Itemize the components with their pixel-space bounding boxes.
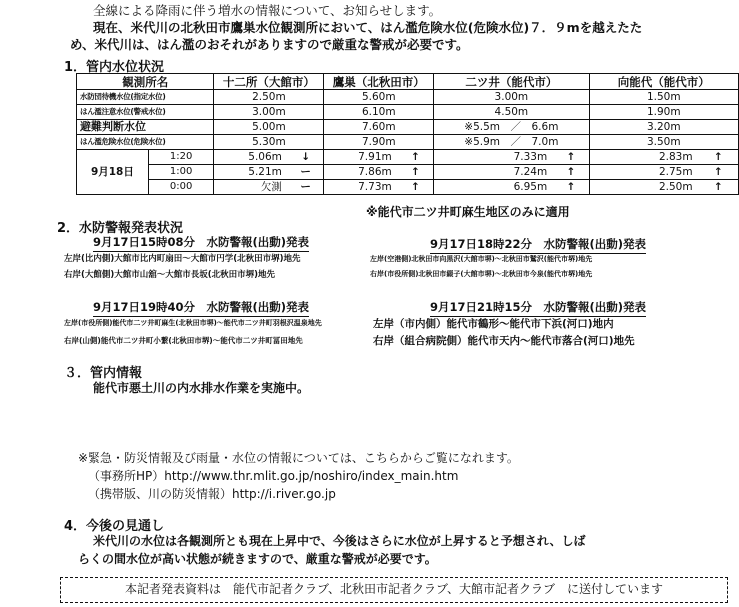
warning-line: 右岸(山側)能代市二ツ井町小繋(北秋田市堺)～能代市二ツ井町冨田地先: [64, 336, 303, 345]
level-value: 5.30m: [214, 135, 324, 150]
level-value: 5.00m: [214, 120, 324, 135]
warning-line: 左岸(空港側)北秋田市向黒沢(大館市堺)～北秋田市鷲沢(能代市堺)地先: [370, 255, 593, 263]
press-release-notice: [60, 577, 728, 603]
trend-arrow-icon: ↑: [699, 150, 739, 165]
table-header-row: [77, 74, 739, 90]
trend-arrow-icon: ↑: [398, 180, 434, 195]
warning-line: 左岸（市内側）能代市鶴形～能代市下浜(河口)地内: [373, 318, 614, 330]
warning-title: 9月17日19時40分 水防警報(出動)発表: [93, 299, 309, 317]
intro-line-3: め、米代川は、はん濫のおそれがありますので厳重な警戒が必要です。: [70, 37, 469, 52]
level-label: はん濫注意水位(警戒水位): [77, 105, 214, 120]
level-value: 5.60m: [324, 90, 434, 105]
warning-line: 左岸(市役所側)能代市二ツ井町麻生(北秋田市堺)～能代市二ツ井町羽根沢温泉地先: [64, 319, 322, 327]
reading-value: 欠測: [214, 180, 288, 195]
section-2-title: 2．水防警報発表状況: [57, 221, 184, 236]
level-label: はん濫危険水位(危険水位): [77, 135, 214, 150]
header-mukainoshiro: 向能代（能代市）: [589, 74, 738, 90]
mobile-link[interactable]: （携帯版、川の防災情報）http://i.river.go.jp: [88, 487, 336, 501]
header-futatsui: 二ツ井（能代市）: [434, 74, 589, 90]
warning-line: 右岸(大館側)大館市山舘～大館市長坂(北秋田市堺)地先: [64, 270, 276, 280]
level-label: 水防団待機水位(指定水位): [77, 90, 214, 105]
table-row: [77, 165, 739, 180]
trend-arrow-icon: ↑: [553, 150, 589, 165]
reading-value: 5.21m: [214, 165, 288, 180]
links-intro: ※緊急・防災情報及び雨量・水位の情報については、こちらからご覧になれます。: [78, 451, 519, 465]
trend-arrow-icon: ↑: [699, 180, 739, 195]
warning-title: 9月17日21時15分 水防警報(出動)発表: [430, 299, 646, 317]
table-row: [77, 180, 739, 195]
notice-text: 本記者発表資料は 能代市記者クラブ、北秋田市記者クラブ、大館市記者クラブ に送付しています: [124, 582, 664, 596]
level-value: 6.10m: [324, 105, 434, 120]
reading-time: 0:00: [148, 180, 214, 195]
trend-arrow-icon: ↓: [288, 150, 324, 165]
section-4-line-2: らくの間水位が高い状態が続きますので、厳重な警戒が必要です。: [78, 552, 437, 566]
level-value: 3.20m: [589, 120, 738, 135]
section-4-line-1: 米代川の水位は各観測所とも現在上昇中で、今後はさらに水位が上昇すると予想され、しば: [93, 534, 586, 548]
level-value: 7.90m: [324, 135, 434, 150]
table-note: ※能代市二ツ井町麻生地区のみに適用: [366, 205, 570, 219]
header-juunisho: 十二所（大館市）: [214, 74, 324, 90]
level-value: 7.60m: [324, 120, 434, 135]
trend-arrow-icon: ↑: [553, 180, 589, 195]
warning-title: 9月17日18時22分 水防警報(出動)発表: [430, 236, 646, 254]
section-1-title: 1．管内水位状況: [64, 60, 165, 75]
reading-value: 7.73m: [324, 180, 398, 195]
warning-line: 左岸(比内側)大館市比内町扇田～大館市円学(北秋田市堺)地先: [64, 254, 301, 264]
table-row: [77, 105, 739, 120]
header-takanosu: 鷹巣（北秋田市）: [324, 74, 434, 90]
reading-value: 7.33m: [434, 150, 554, 165]
water-level-table: [76, 73, 739, 195]
level-value: ※5.9m ／ 7.0m: [434, 135, 589, 150]
header-station: 観測所名: [77, 74, 214, 90]
section-3-title: ３．管内情報: [64, 366, 143, 381]
intro-line-2: 現在、米代川の北秋田市鷹巣水位観測所において、はん濫危険水位(危険水位)７．９mを越えたた: [93, 20, 643, 35]
level-value: 2.50m: [214, 90, 324, 105]
reading-value: 2.50m: [589, 180, 699, 195]
reading-value: 7.86m: [324, 165, 398, 180]
reading-value: 2.83m: [589, 150, 699, 165]
warning-title: 9月17日15時08分 水防警報(出動)発表: [93, 234, 309, 252]
trend-arrow-icon: ↑: [398, 165, 434, 180]
warning-line: 右岸(市役所側)北秋田市綴子(大館市堺)～北秋田市今泉(能代市堺)地先: [370, 270, 593, 278]
trend-arrow-icon: ↑: [553, 165, 589, 180]
reading-time: 1:20: [148, 150, 214, 165]
trend-arrow-icon: ↑: [398, 150, 434, 165]
level-value: 3.50m: [589, 135, 738, 150]
table-row: [77, 90, 739, 105]
trend-arrow-icon: ↑: [699, 165, 739, 180]
reading-date: 9月18日: [77, 150, 149, 195]
section-4-title: 4．今後の見通し: [64, 519, 165, 534]
reading-value: 7.91m: [324, 150, 398, 165]
table-row: [77, 150, 739, 165]
level-value: 3.00m: [214, 105, 324, 120]
reading-time: 1:00: [148, 165, 214, 180]
reading-value: 6.95m: [434, 180, 554, 195]
intro-line-1: 全線による降雨に伴う増水の情報について、お知らせします。: [93, 3, 442, 18]
level-value: 4.50m: [434, 105, 589, 120]
homepage-link[interactable]: （事務所HP）http://www.thr.mlit.go.jp/noshiro/index_main.htm: [88, 469, 459, 483]
table-row: [77, 120, 739, 135]
level-value: 1.90m: [589, 105, 738, 120]
level-value: 1.50m: [589, 90, 738, 105]
reading-value: 7.24m: [434, 165, 554, 180]
reading-value: 5.06m: [214, 150, 288, 165]
trend-arrow-icon: ー: [288, 180, 324, 195]
reading-value: 2.75m: [589, 165, 699, 180]
level-value: ※5.5m ／ 6.6m: [434, 120, 589, 135]
section-3-text: 能代市悪土川の内水排水作業を実施中。: [93, 381, 310, 395]
trend-arrow-icon: ー: [288, 165, 324, 180]
warning-line: 右岸（組合病院側）能代市天内～能代市落合(河口)地先: [373, 335, 635, 347]
table-row: [77, 135, 739, 150]
level-value: 3.00m: [434, 90, 589, 105]
level-label: 避難判断水位: [77, 120, 214, 135]
